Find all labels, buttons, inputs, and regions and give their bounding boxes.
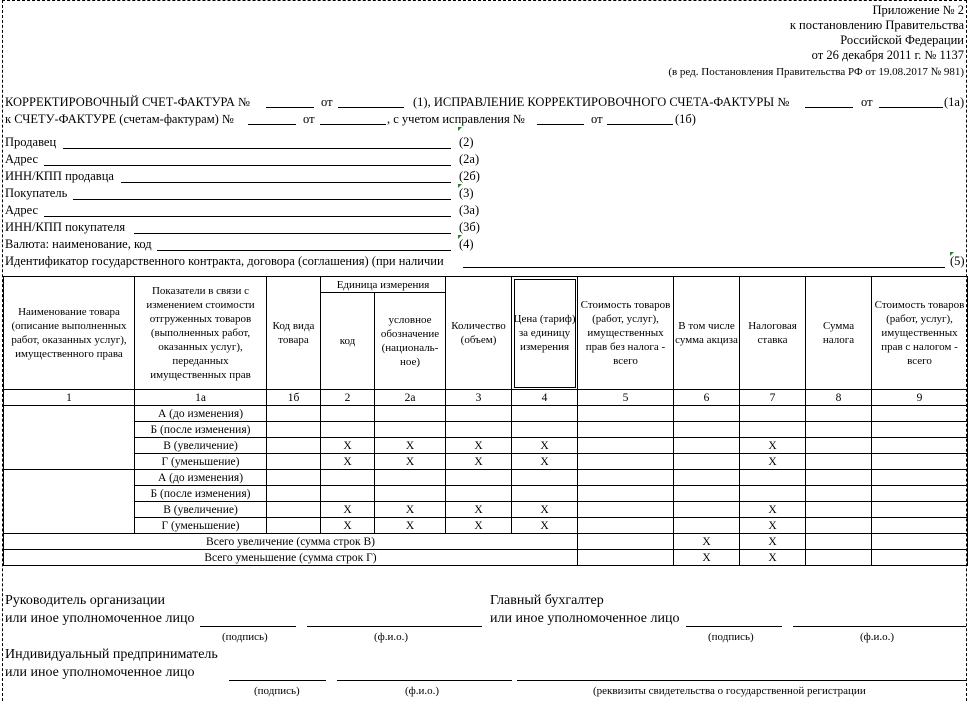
row-label-a: А (до изменения): [135, 470, 267, 486]
correction-date-field[interactable]: [879, 107, 943, 108]
entrepreneur-signature-caption: (подпись): [254, 685, 300, 697]
cell[interactable]: [872, 422, 968, 438]
cell[interactable]: [740, 470, 806, 486]
seller-field[interactable]: [63, 148, 451, 149]
cell[interactable]: [740, 406, 806, 422]
table-row: [4, 438, 968, 454]
code-1a: (1а): [944, 95, 965, 109]
corrective-invoice-date-field[interactable]: [338, 107, 404, 108]
header-quantity: Количество (объем): [446, 277, 512, 390]
buyer-inn-label: ИНН/КПП покупателя: [5, 220, 126, 234]
title-from-label: от: [321, 95, 333, 109]
head-name-caption: (ф.и.о.): [374, 631, 409, 643]
column-number: 3: [446, 390, 512, 406]
entrepreneur-name-field[interactable]: [337, 680, 512, 681]
column-number: 2: [321, 390, 375, 406]
contract-id-field[interactable]: [463, 267, 945, 268]
accountant-label-1: Главный бухгалтер: [490, 593, 604, 608]
cell[interactable]: [872, 470, 968, 486]
cell[interactable]: [872, 438, 968, 454]
currency-label: Валюта: наименование, код: [5, 237, 152, 251]
cell[interactable]: [872, 406, 968, 422]
cell[interactable]: [872, 454, 968, 470]
buyer-label: Покупатель: [5, 186, 68, 200]
title-from-label-2: от: [861, 95, 873, 109]
accountant-signature-field[interactable]: [686, 626, 782, 627]
x-mark: X: [674, 534, 740, 550]
invoice-table: [3, 276, 968, 566]
buyer-inn-code: (3б): [459, 220, 480, 234]
x-mark: X: [740, 454, 806, 470]
entrepreneur-name-caption: (ф.и.о.): [405, 685, 440, 697]
head-label-2: или иное уполномоченное лицо: [5, 611, 195, 626]
cell[interactable]: [578, 422, 674, 438]
cell[interactable]: [267, 438, 321, 454]
column-number: 5: [578, 390, 674, 406]
cell[interactable]: [674, 454, 740, 470]
title-correction-label: (1), ИСПРАВЛЕНИЕ КОРРЕКТИРОВОЧНОГО СЧЕТА-ФАКТУРЫ №: [413, 95, 790, 109]
head-signature-caption: (подпись): [222, 631, 268, 643]
table-row: [4, 454, 968, 470]
cell[interactable]: [578, 454, 674, 470]
x-mark: X: [446, 502, 512, 518]
appendix-amendment: (в ред. Постановления Правительства РФ от 19.08.2017 № 981): [668, 66, 964, 78]
cell[interactable]: [512, 406, 578, 422]
cell[interactable]: [806, 502, 872, 518]
accountant-label-2: или иное уполномоченное лицо: [490, 611, 680, 626]
row-label-g: Г (уменьшение): [135, 518, 267, 534]
header-excise: В том числе сумма акциза: [674, 277, 740, 390]
entrepreneur-label-2: или иное уполномоченное лицо: [5, 665, 195, 680]
cell[interactable]: [578, 534, 674, 550]
cell[interactable]: [740, 422, 806, 438]
cell[interactable]: [578, 470, 674, 486]
invoice-correction-number-field[interactable]: [537, 124, 584, 125]
x-mark: X: [512, 454, 578, 470]
header-tax-rate: Налоговая ставка: [740, 277, 806, 390]
entrepreneur-label-1: Индивидуальный предприниматель: [5, 647, 218, 662]
cell[interactable]: [674, 518, 740, 534]
buyer-address-field[interactable]: [44, 216, 451, 217]
cell[interactable]: [512, 470, 578, 486]
cell[interactable]: [806, 470, 872, 486]
x-mark: X: [740, 438, 806, 454]
table-row: [4, 518, 968, 534]
column-number: 6: [674, 390, 740, 406]
cell[interactable]: [267, 486, 321, 502]
code-1b: (1б): [675, 112, 696, 126]
x-mark: X: [321, 454, 375, 470]
cell[interactable]: [674, 406, 740, 422]
cell[interactable]: [872, 486, 968, 502]
cell[interactable]: [446, 422, 512, 438]
cell[interactable]: [267, 422, 321, 438]
title-from-label-4: от: [591, 112, 603, 126]
row-label-v: В (увеличение): [135, 438, 267, 454]
header-product-name: Наименование товара (описание выполненных работ, оказанных услуг), имущественного права: [4, 277, 135, 390]
column-number: 4: [512, 390, 578, 406]
cell[interactable]: [446, 470, 512, 486]
entrepreneur-signature-field[interactable]: [229, 680, 326, 681]
x-mark: X: [446, 518, 512, 534]
column-number: 8: [806, 390, 872, 406]
header-tax-amount: Сумма налога: [806, 277, 872, 390]
cell[interactable]: [321, 422, 375, 438]
cell[interactable]: [806, 454, 872, 470]
header-unit-code: код: [321, 293, 375, 390]
cell[interactable]: [806, 518, 872, 534]
seller-address-field[interactable]: [44, 165, 451, 166]
buyer-field[interactable]: [73, 199, 451, 200]
cell[interactable]: [872, 518, 968, 534]
x-mark: X: [740, 518, 806, 534]
invoice-correction-date-field[interactable]: [607, 124, 673, 125]
row-label-a: А (до изменения): [135, 406, 267, 422]
cell[interactable]: [674, 470, 740, 486]
total-increase-row: [4, 534, 968, 550]
correction-number-field[interactable]: [805, 107, 853, 108]
x-mark: X: [321, 518, 375, 534]
cell[interactable]: [375, 486, 446, 502]
cell[interactable]: [578, 550, 674, 566]
row-label-b: Б (после изменения): [135, 486, 267, 502]
cell[interactable]: [578, 486, 674, 502]
appendix-line-3: Российской Федерации: [840, 33, 964, 47]
table-row: [4, 502, 968, 518]
x-mark: X: [674, 550, 740, 566]
x-mark: X: [446, 438, 512, 454]
title-from-label-3: от: [303, 112, 315, 126]
head-name-field[interactable]: [307, 626, 482, 627]
seller-address-code: (2а): [459, 152, 480, 166]
cell[interactable]: [806, 550, 872, 566]
invoice-number-field[interactable]: [248, 124, 296, 125]
seller-label: Продавец: [5, 135, 57, 149]
cell[interactable]: [806, 422, 872, 438]
header-cost-with-tax: Стоимость товаров (работ, услуг), имущественных прав с налогом - всего: [872, 277, 968, 390]
cell[interactable]: [446, 486, 512, 502]
cell[interactable]: [512, 486, 578, 502]
column-number: 1а: [135, 390, 267, 406]
cell[interactable]: [446, 406, 512, 422]
title-to-invoice: к СЧЕТУ-ФАКТУРЕ (счетам-фактурам) №: [5, 112, 234, 126]
registration-certificate-field[interactable]: [517, 680, 966, 681]
accountant-name-caption: (ф.и.о.): [860, 631, 895, 643]
x-mark: X: [375, 438, 446, 454]
cell[interactable]: [578, 406, 674, 422]
cell-comment-marker: [458, 127, 462, 131]
x-mark: X: [375, 502, 446, 518]
x-mark: X: [321, 438, 375, 454]
column-number: 1б: [267, 390, 321, 406]
accountant-signature-caption: (подпись): [708, 631, 754, 643]
title-with-correction: , с учетом исправления №: [387, 112, 525, 126]
cell[interactable]: [674, 438, 740, 454]
seller-code: (2): [459, 135, 474, 149]
x-mark: X: [512, 518, 578, 534]
page-border-top: [2, 0, 967, 1]
table-row: [4, 406, 968, 422]
product-name-cell[interactable]: [4, 470, 135, 534]
cell[interactable]: [375, 406, 446, 422]
head-signature-field[interactable]: [200, 626, 296, 627]
currency-code: (4): [459, 237, 474, 251]
table-row: [4, 422, 968, 438]
cell[interactable]: [267, 470, 321, 486]
cell[interactable]: [267, 454, 321, 470]
total-decrease-label: Всего уменьшение (сумма строк Г): [4, 550, 578, 566]
contract-id-code: (5): [950, 254, 965, 268]
registration-caption: (реквизиты свидетельства о государственной регистрации: [593, 685, 866, 697]
cell[interactable]: [267, 518, 321, 534]
appendix-line-4: от 26 декабря 2011 г. № 1137: [811, 48, 964, 62]
table-row: [4, 486, 968, 502]
cell[interactable]: [674, 486, 740, 502]
cell[interactable]: [321, 470, 375, 486]
row-label-v: В (увеличение): [135, 502, 267, 518]
seller-inn-label: ИНН/КПП продавца: [5, 169, 114, 183]
cell[interactable]: [872, 550, 968, 566]
buyer-address-code: (3а): [459, 203, 480, 217]
cell[interactable]: [578, 518, 674, 534]
x-mark: X: [740, 502, 806, 518]
header-unit-group: Единица измерения: [321, 277, 446, 293]
cell[interactable]: [806, 486, 872, 502]
cell[interactable]: [674, 422, 740, 438]
appendix-line-1: Приложение № 2: [872, 3, 964, 17]
accountant-name-field[interactable]: [793, 626, 966, 627]
cell[interactable]: [267, 406, 321, 422]
seller-inn-field[interactable]: [121, 182, 451, 183]
column-number: 1: [4, 390, 135, 406]
total-decrease-row: [4, 550, 968, 566]
cell[interactable]: [375, 422, 446, 438]
column-number: 7: [740, 390, 806, 406]
x-mark: X: [446, 454, 512, 470]
column-numbers-row: [4, 390, 968, 406]
cell[interactable]: [321, 406, 375, 422]
cell[interactable]: [872, 502, 968, 518]
cell[interactable]: [806, 534, 872, 550]
cell[interactable]: [375, 470, 446, 486]
currency-field[interactable]: [157, 250, 451, 251]
table-row: [4, 470, 968, 486]
header-indicators: Показатели в связи с изменением стоимости отгруженных товаров (выполненных работ, оказанных услуг), переданных имущественных прав: [135, 277, 267, 390]
cell-comment-marker: [950, 252, 954, 256]
x-mark: X: [321, 502, 375, 518]
buyer-address-label: Адрес: [5, 203, 39, 217]
x-mark: X: [740, 550, 806, 566]
header-unit-symbol: условное обозначение (националь-ное): [375, 293, 446, 390]
title-corrective-invoice: КОРРЕКТИРОВОЧНЫЙ СЧЕТ-ФАКТУРА №: [5, 95, 250, 109]
cell[interactable]: [674, 502, 740, 518]
cell[interactable]: [578, 438, 674, 454]
cell[interactable]: [578, 502, 674, 518]
cell[interactable]: [267, 502, 321, 518]
x-mark: X: [740, 534, 806, 550]
row-label-b: Б (после изменения): [135, 422, 267, 438]
cell[interactable]: [512, 422, 578, 438]
column-number: 9: [872, 390, 968, 406]
cell[interactable]: [740, 486, 806, 502]
invoice-date-field[interactable]: [320, 124, 386, 125]
header-product-type-code: Код вида товара: [267, 277, 321, 390]
x-mark: X: [512, 502, 578, 518]
header-price[interactable]: Цена (тариф) за единицу измерения: [512, 277, 578, 390]
corrective-invoice-number-field[interactable]: [266, 107, 314, 108]
product-name-cell[interactable]: [4, 406, 135, 470]
cell[interactable]: [806, 438, 872, 454]
seller-address-label: Адрес: [5, 152, 39, 166]
cell[interactable]: [321, 486, 375, 502]
buyer-inn-field[interactable]: [134, 233, 451, 234]
seller-inn-code: (2б): [459, 169, 480, 183]
appendix-line-2: к постановлению Правительства: [789, 18, 964, 32]
x-mark: X: [512, 438, 578, 454]
x-mark: X: [375, 518, 446, 534]
column-number: 2а: [375, 390, 446, 406]
header-cost-without-tax: Стоимость товаров (работ, услуг), имущественных прав без налога - всего: [578, 277, 674, 390]
total-increase-label: Всего увеличение (сумма строк В): [4, 534, 578, 550]
buyer-code: (3): [459, 186, 474, 200]
row-label-g: Г (уменьшение): [135, 454, 267, 470]
x-mark: X: [375, 454, 446, 470]
head-label-1: Руководитель организации: [5, 593, 165, 608]
cell[interactable]: [872, 534, 968, 550]
contract-id-label: Идентификатор государственного контракта, договора (соглашения) (при наличии: [5, 254, 444, 268]
cell[interactable]: [806, 406, 872, 422]
